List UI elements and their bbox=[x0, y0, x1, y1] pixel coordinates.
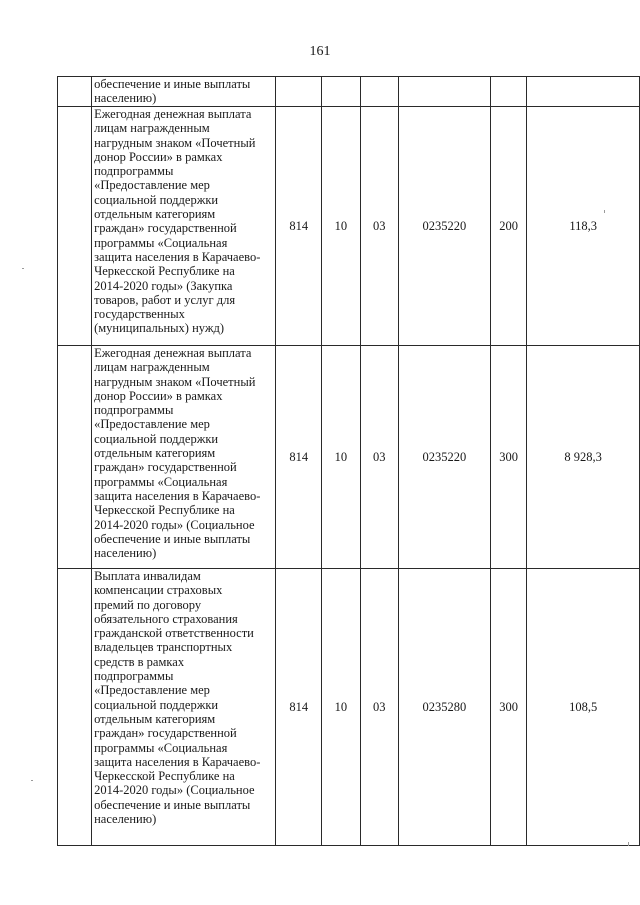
row-number-cell bbox=[58, 77, 92, 107]
vr-cell: 200 bbox=[490, 107, 527, 346]
expense-name-line: программы «Социальная bbox=[94, 235, 228, 250]
expense-name-line: населению) bbox=[94, 812, 157, 827]
section-cell: 10 bbox=[322, 346, 360, 569]
expense-name-line: подпрограммы bbox=[94, 403, 174, 418]
expense-name-line: отдельным категориям bbox=[94, 711, 216, 726]
ministry-cell: 814 bbox=[276, 107, 322, 346]
row-number-cell bbox=[58, 346, 92, 569]
target-cell: 0235220 bbox=[398, 346, 490, 569]
expense-name-line: 2014-2020 годы» (Социальное bbox=[94, 517, 255, 532]
expense-name-cell bbox=[92, 346, 276, 569]
subsection-cell: 03 bbox=[360, 107, 398, 346]
row-number-cell bbox=[58, 107, 92, 346]
expense-name-line: лицам награжденным bbox=[94, 121, 210, 136]
page-number: 161 bbox=[309, 44, 331, 59]
subsection-cell bbox=[360, 77, 398, 107]
expense-name-line: обеспечение и иные выплаты bbox=[94, 77, 251, 91]
expense-name-line: отдельным категориям bbox=[94, 446, 216, 461]
expense-name-line: населению) bbox=[94, 91, 157, 106]
expense-name-line: обеспечение и иные выплаты bbox=[94, 797, 251, 812]
expense-name-line: граждан» государственной bbox=[94, 726, 237, 741]
expense-name-line: государственных bbox=[94, 307, 185, 322]
ministry-cell bbox=[276, 77, 322, 107]
expense-name-line: граждан» государственной bbox=[94, 221, 237, 236]
target-cell: 0235220 bbox=[398, 107, 490, 346]
expense-name-cell bbox=[92, 569, 276, 846]
expense-name-line: нагрудным знаком «Почетный bbox=[94, 374, 256, 389]
expense-name-line: лицам награжденным bbox=[94, 360, 210, 375]
expense-name-line: Выплата инвалидам bbox=[94, 569, 201, 583]
expense-name-line: Черкесской Республике на bbox=[94, 503, 235, 518]
expense-name-line: Черкесской Республике на bbox=[94, 264, 235, 279]
vr-cell: 300 bbox=[490, 569, 527, 846]
sum-cell: 108,5 bbox=[527, 569, 640, 846]
expense-name-line: премий по договору bbox=[94, 597, 202, 612]
expense-name-line: социальной поддержки bbox=[94, 431, 219, 446]
expense-name-line: обеспечение и иные выплаты bbox=[94, 531, 251, 546]
expense-name-line: Ежегодная денежная выплата bbox=[94, 107, 252, 121]
expense-name-line: подпрограммы bbox=[94, 164, 174, 179]
ministry-cell: 814 bbox=[276, 346, 322, 569]
expense-name-cell bbox=[92, 77, 276, 107]
expense-name-line: программы «Социальная bbox=[94, 740, 228, 755]
expense-name-line: «Предоставление мер bbox=[94, 417, 210, 432]
sum-cell: 118,3 bbox=[527, 107, 640, 346]
expense-name-line: отдельным категориям bbox=[94, 207, 216, 222]
row-number-cell bbox=[58, 569, 92, 846]
expense-name-line: защита населения в Карачаево- bbox=[94, 488, 261, 503]
expense-name-line: компенсации страховых bbox=[94, 583, 223, 598]
scan-speck bbox=[22, 268, 24, 269]
table-row bbox=[58, 346, 640, 569]
table-row bbox=[58, 569, 640, 846]
target-cell: 0235280 bbox=[398, 569, 490, 846]
sum-cell: 8 928,3 bbox=[527, 346, 640, 569]
sum-cell bbox=[527, 77, 640, 107]
expense-name-line: «Предоставление мер bbox=[94, 683, 210, 698]
expense-name-cell bbox=[92, 107, 276, 346]
expense-name-line: защита населения в Карачаево- bbox=[94, 754, 261, 769]
scan-speck bbox=[604, 210, 605, 213]
subsection-cell: 03 bbox=[360, 346, 398, 569]
expense-name-line: подпрограммы bbox=[94, 669, 174, 684]
expense-name-line: программы «Социальная bbox=[94, 474, 228, 489]
expense-name-line: граждан» государственной bbox=[94, 460, 237, 475]
expense-name-line: нагрудным знаком «Почетный bbox=[94, 135, 256, 150]
expense-name-line: населению) bbox=[94, 546, 157, 561]
expense-name-line: защита населения в Карачаево- bbox=[94, 249, 261, 264]
expense-name-line: Черкесской Республике на bbox=[94, 769, 235, 784]
expense-name-line: социальной поддержки bbox=[94, 192, 219, 207]
scan-speck bbox=[31, 780, 33, 781]
expense-name-line: гражданской ответственности bbox=[94, 626, 254, 641]
expense-name-line: донор России» в рамках bbox=[94, 388, 223, 403]
section-cell bbox=[322, 77, 360, 107]
expense-name-line: социальной поддержки bbox=[94, 697, 219, 712]
target-cell bbox=[398, 77, 490, 107]
subsection-cell: 03 bbox=[360, 569, 398, 846]
section-cell: 10 bbox=[322, 107, 360, 346]
expense-name-line: средств в рамках bbox=[94, 654, 185, 669]
vr-cell bbox=[490, 77, 527, 107]
expense-name-line: обязательного страхования bbox=[94, 611, 238, 626]
expense-name-line: донор России» в рамках bbox=[94, 149, 223, 164]
scan-speck bbox=[628, 842, 629, 846]
expense-name-line: «Предоставление мер bbox=[94, 178, 210, 193]
vr-cell: 300 bbox=[490, 346, 527, 569]
expense-name-line: 2014-2020 годы» (Социальное bbox=[94, 783, 255, 798]
budget-table bbox=[57, 76, 640, 846]
expense-name-line: 2014-2020 годы» (Закупка bbox=[94, 278, 233, 293]
expense-name-line: владельцев транспортных bbox=[94, 640, 233, 655]
table-body bbox=[58, 77, 640, 846]
section-cell: 10 bbox=[322, 569, 360, 846]
table-row bbox=[58, 107, 640, 346]
expense-name-line: Ежегодная денежная выплата bbox=[94, 346, 252, 360]
table-row bbox=[58, 77, 640, 107]
expense-name-line: (муниципальных) нужд) bbox=[94, 321, 225, 336]
expense-name-line: товаров, работ и услуг для bbox=[94, 292, 236, 307]
ministry-cell: 814 bbox=[276, 569, 322, 846]
